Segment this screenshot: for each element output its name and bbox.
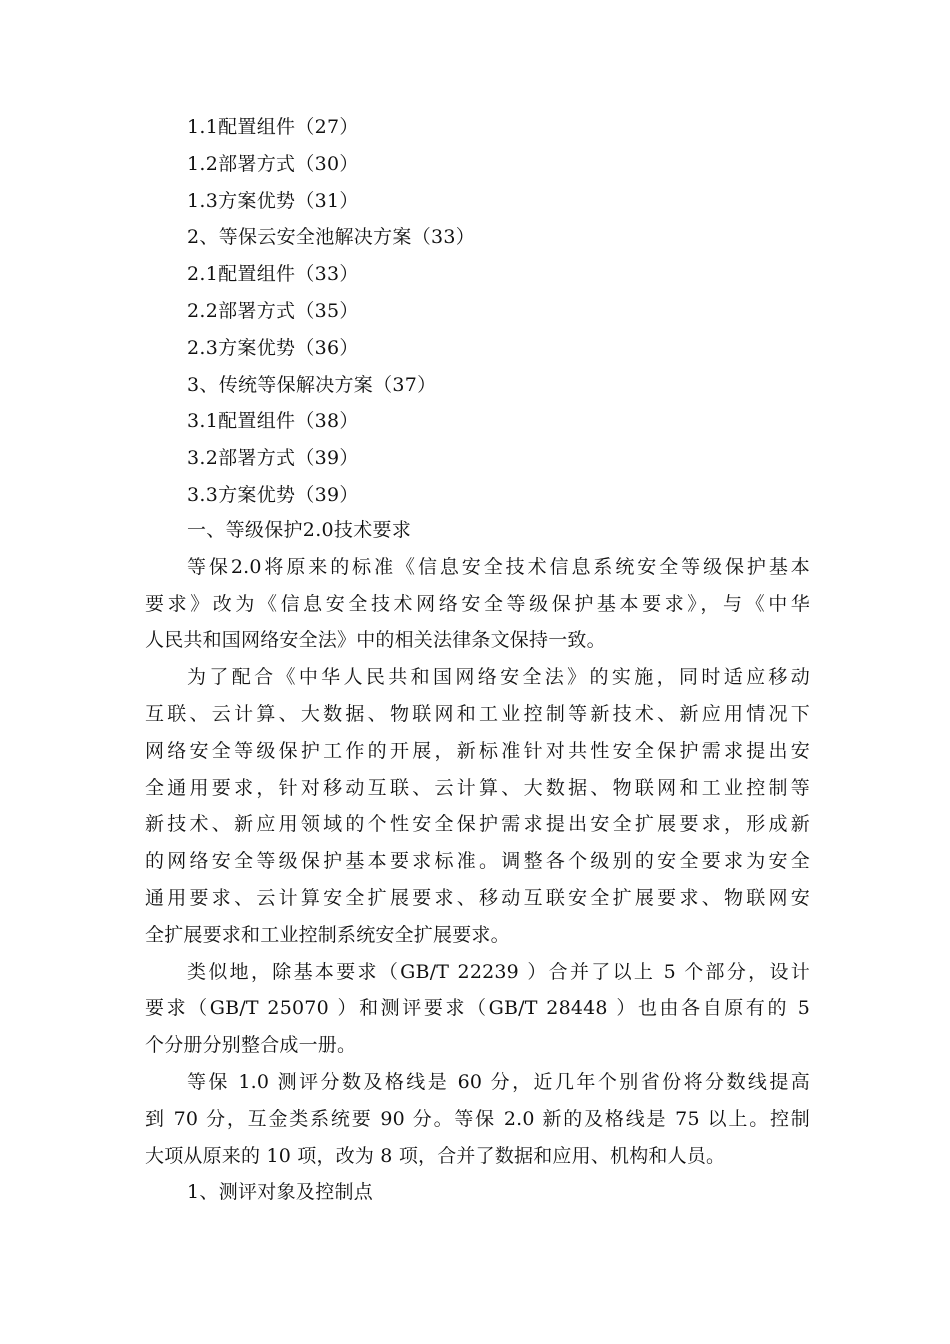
document-body (145, 512, 810, 1211)
toc-entry-2-1: 2.1配置组件（33） (187, 263, 359, 286)
paragraph-line: 的网络安全等级保护基本要求标准。调整各个级别的安全要求为安全 (145, 850, 810, 873)
toc-entry-2-2: 2.2部署方式（35） (187, 299, 359, 322)
toc-entry-3-2: 3.2部署方式（39） (187, 447, 359, 470)
paragraph-line: 类似地，除基本要求（GB/T 22239 ）合并了以上 5 个部分，设计 (187, 960, 810, 983)
toc-entry-1-2: 1.2部署方式（30） (187, 152, 359, 175)
paragraph-standard-rename (145, 549, 810, 659)
paragraph-line: 要求（GB/T 25070 ）和测评要求（GB/T 28448 ）也由各自原有的 5 (145, 997, 810, 1020)
paragraph-line: 大项从原来的 10 项，改为 8 项，合并了数据和应用、机构和人员。 (145, 1144, 726, 1167)
toc-entry-3: 3、传统等保解决方案（37） (187, 373, 437, 396)
paragraph-passing-score (145, 1064, 810, 1174)
paragraph-new-standard (145, 659, 810, 953)
paragraph-line: 到 70 分，互金类系统要 90 分。等保 2.0 新的及格线是 75 以上。控制 (145, 1107, 810, 1130)
toc-entry-1-3: 1.3方案优势（31） (187, 189, 359, 212)
toc-entry-3-1: 3.1配置组件（38） (187, 410, 359, 433)
sub-heading: 1、测评对象及控制点 (187, 1181, 374, 1204)
paragraph-line: 为了配合《中华人民共和国网络安全法》的实施，同时适应移动 (187, 666, 810, 689)
paragraph-line: 全通用要求，针对移动互联、云计算、大数据、物联网和工业控制等 (145, 776, 810, 799)
paragraph-line: 全扩展要求和工业控制系统安全扩展要求。 (145, 923, 510, 946)
toc-entry-2-3: 2.3方案优势（36） (187, 336, 359, 359)
paragraph-line: 通用要求、云计算安全扩展要求、移动互联安全扩展要求、物联网安 (145, 886, 810, 909)
paragraph-line: 等保2.0将原来的标准《信息安全技术信息系统安全等级保护基本 (187, 555, 810, 578)
toc-entry-1-1: 1.1配置组件（27） (187, 116, 359, 138)
paragraph-line: 等保 1.0 测评分数及格线是 60 分，近几年个别省份将分数线提高 (187, 1070, 810, 1093)
paragraph-line: 要求》改为《信息安全技术网络安全等级保护基本要求》，与《中华 (145, 592, 810, 615)
paragraph-line: 人民共和国网络安全法》中的相关法律条文保持一致。 (145, 629, 606, 652)
toc-entry-3-3: 3.3方案优势（39） (187, 483, 359, 506)
paragraph-line: 个分册分别整合成一册。 (145, 1034, 357, 1057)
toc-entry-2: 2、等保云安全池解决方案（33） (187, 226, 476, 249)
paragraph-gbt-merge (145, 954, 810, 1064)
paragraph-line: 互联、云计算、大数据、物联网和工业控制等新技术、新应用情况下 (145, 702, 810, 725)
paragraph-line: 网络安全等级保护工作的开展，新标准针对共性安全保护需求提出安 (145, 739, 810, 762)
section-heading: 一、等级保护2.0技术要求 (187, 519, 412, 541)
paragraph-line: 新技术、新应用领域的个性安全保护需求提出安全扩展要求，形成新 (145, 813, 810, 836)
table-of-contents (187, 109, 827, 514)
